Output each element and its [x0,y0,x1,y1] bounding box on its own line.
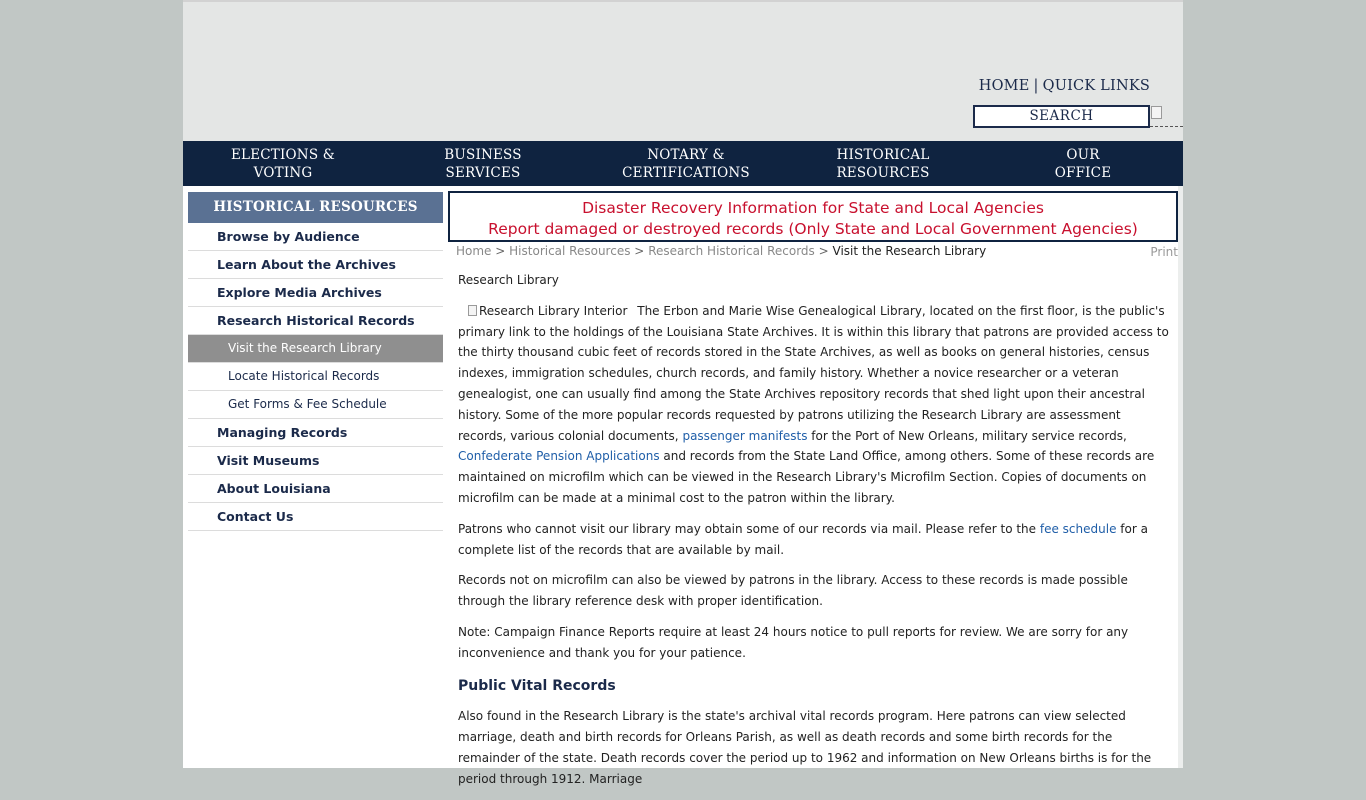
home-link[interactable]: HOME [978,78,1030,94]
sidebar-item-visit-museums[interactable]: Visit Museums [188,447,443,475]
search-input[interactable]: SEARCH [973,105,1150,128]
sidebar-title: HISTORICAL RESOURCES [188,192,443,223]
nav-notary-certifications[interactable] [586,146,786,182]
nav-label-line1: ELECTIONS & [231,147,335,163]
nav-business-services[interactable] [383,146,583,182]
breadcrumb-home[interactable]: Home [456,244,492,258]
section-heading-vital-records: Public Vital Records [458,677,616,694]
sidebar-item-learn-about-archives[interactable]: Learn About the Archives [188,251,443,279]
print-link[interactable]: Print [1150,245,1178,259]
nav-historical-resources[interactable] [783,146,983,182]
page-title: Research Library [458,273,559,287]
breadcrumb-separator: > [634,244,645,258]
nav-label-line1: HISTORICAL [836,147,930,163]
nav-elections-voting[interactable] [183,146,383,182]
sidebar [188,192,443,531]
fee-schedule-link[interactable]: fee schedule [1039,521,1117,536]
research-library-image [468,304,627,318]
breadcrumb-research-historical-records[interactable]: Research Historical Records [648,244,815,258]
quick-links-link[interactable]: QUICK LINKS [1042,78,1150,94]
sidebar-item-managing-records[interactable]: Managing Records [188,419,443,447]
sidebar-item-browse-by-audience[interactable]: Browse by Audience [188,223,443,251]
mail-paragraph [458,519,1170,561]
image-alt-text: Research Library Interior [479,303,628,318]
top-links-separator: | [1033,78,1039,94]
paragraph-text: and records from the State Land Office, among others. Some of these records are maintained on microfilm which can be viewed in the Research Library's Microfilm Section. Copies of documents on microfilm can be made at a minimal cost to the patron within the library. [458,449,1155,505]
breadcrumb-historical-resources[interactable]: Historical Resources [509,244,631,258]
broken-image-icon [468,305,477,316]
broken-image-icon [1151,106,1162,119]
campaign-finance-note: Note: Campaign Finance Reports require at least 24 hours notice to pull reports for review. We are sorry for any inconvenience and thank you for your patience. [458,624,1129,660]
sidebar-item-contact-us[interactable]: Contact Us [188,503,443,531]
page [183,0,1183,786]
nav-label-line2: VOTING [253,165,313,181]
breadcrumb-current: Visit the Research Library [832,244,987,258]
top-links [979,78,1150,94]
main-nav [183,141,1183,186]
disaster-recovery-alert [448,191,1178,242]
paragraph-text: The Erbon and Marie Wise Genealogical Library, located on the first floor, is the public's primary link to the holdings of the Louisiana State Archives. It is within this library that patrons are provided access to the thirty thousand cubic feet of records stored in the State Archives, as well as books on general histories, census indexes, immigration schedules, church records, and family history. Whether a novice researcher or a veteran genealogist, one can usually find among the State Archives repository records that shed light upon their ancestral history. Some of the more popular records requested by patrons utilizing the Research Library are assessment records, various colonial documents, [458,303,1169,443]
nav-our-office[interactable] [983,146,1183,182]
vital-records-paragraph: Also found in the Research Library is the state's archival vital records program. Here patrons can view selected marriage, death and birth records for Orleans Parish, as well as death records and some birth records for the remainder of the state. Death records cover the period up to 1962 and information on New Orleans births is for the period through 1912. Marriage [458,709,1152,786]
sidebar-subitem-locate-historical-records[interactable]: Locate Historical Records [188,363,443,391]
sidebar-subitem-forms-fee-schedule[interactable]: Get Forms & Fee Schedule [188,391,443,419]
microfilm-paragraph: Records not on microfilm can also be viewed by patrons in the library. Access to these records is made possible through the library reference desk with proper identification. [458,573,1128,609]
alert-link-disaster-recovery[interactable]: Disaster Recovery Information for State and Local Agencies [582,199,1044,217]
nav-label-line2: RESOURCES [836,165,930,181]
breadcrumb [456,244,986,258]
sidebar-item-research-historical-records[interactable]: Research Historical Records [188,307,443,335]
paragraph-text: Patrons who cannot visit our library may obtain some of our records via mail. Please refer to the [458,521,1037,536]
nav-label-line1: BUSINESS [444,147,522,163]
nav-label-line2: OFFICE [1054,165,1112,181]
search-button[interactable] [1150,105,1183,127]
nav-label-line2: CERTIFICATIONS [622,165,750,181]
intro-paragraph [458,301,1170,509]
breadcrumb-separator: > [495,244,506,258]
sidebar-item-about-louisiana[interactable]: About Louisiana [188,475,443,503]
paragraph-text: for a complete list of the records that are available by mail. [458,521,1148,557]
nav-label-line2: SERVICES [445,165,521,181]
right-edge-strip [1178,186,1183,768]
alert-link-report-damaged-records[interactable]: Report damaged or destroyed records (Only State and Local Government Agencies) [488,220,1138,238]
nav-label-line1: NOTARY & [647,147,725,163]
confederate-pension-link[interactable]: Confederate Pension Applications [458,449,660,464]
sidebar-item-explore-media-archives[interactable]: Explore Media Archives [188,279,443,307]
nav-label-line1: OUR [1066,147,1100,163]
passenger-manifests-link[interactable]: passenger manifests [682,428,808,443]
main-content [458,270,1170,800]
breadcrumb-separator: > [818,244,829,258]
site-header [183,0,1183,141]
paragraph-text: for the Port of New Orleans, military service records, [811,428,1127,443]
sidebar-subitem-visit-research-library[interactable]: Visit the Research Library [188,335,443,363]
